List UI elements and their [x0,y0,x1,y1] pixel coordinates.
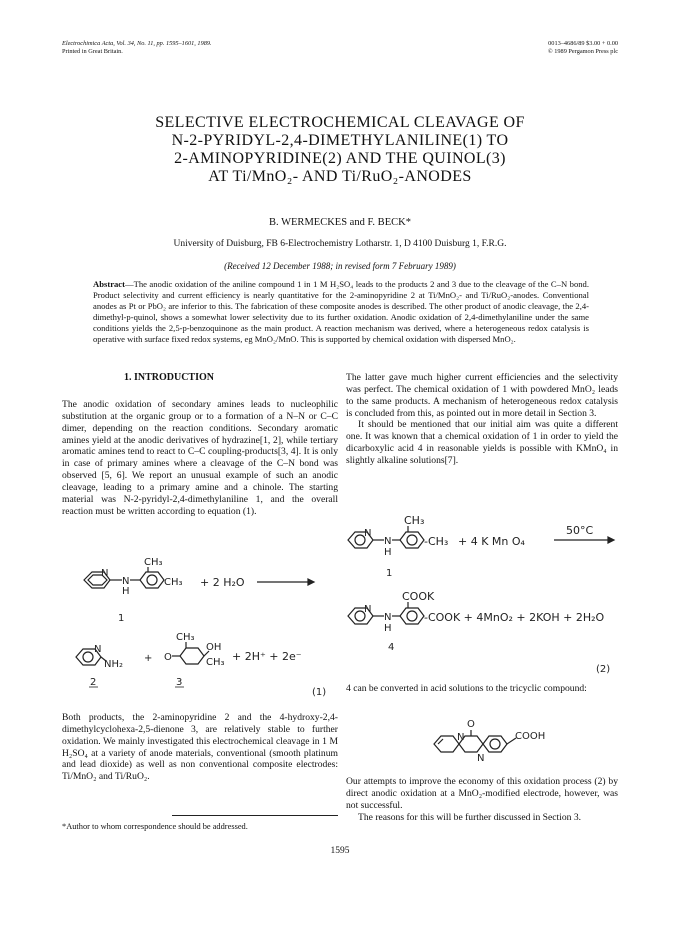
product-2-n-label: N [94,644,102,655]
eq2-product-amine-n: N [384,612,392,623]
eq2-product-number: 4 [388,642,395,653]
footnote: *Author to whom correspondence should be addressed. [62,822,248,831]
reactant-number: 1 [118,613,125,624]
equation-2-scheme [346,510,618,680]
amine-n-label: N [122,576,130,587]
equation-2-number: (2) [596,664,611,675]
right-para-5: The reasons for this will be further discussed in Section 3. [358,811,582,823]
product-3-structure [172,642,209,664]
cooh-label: COOH [515,731,546,742]
protons-electrons: + 2H⁺ + 2e⁻ [232,650,302,663]
quinone-o-label: O [164,652,172,663]
right-para-2: It should be mentioned that our initial aim was quite a different one. It was known that a chemical oxidation of 1 in order to yield the dicarboxylic acid 4 in reasonable yields is possible with KMnO₄ in slightly alkaline solutions[7]. [346,419,618,466]
water-term: + 2 H₂O [200,576,245,589]
equation-1-number: (1) [312,687,327,698]
methyl-right-label: CH₃ [164,577,183,588]
product-3-number: 3 [176,677,183,688]
right-para-1: The latter gave much higher current efficiencies and the selectivity was perfect. The chemical oxidation of 1 with powdered MnO₂ leads to the same products. A mechanism of heterogeneous redox catalysis is concluded from this, as pointed out in more detail in Section 3. [346,372,618,419]
title-line-3: 2-AMINOPYRIDINE(2) AND THE QUINOL(3) [174,150,506,167]
eq2-product-amine-h: H [384,623,392,634]
journal-citation [62,40,212,56]
received-dates: (Received 12 December 1988; in revised form 7 February 1989) [224,261,456,271]
eq2-products-rest: -COOK + 4MnO₂ + 2KOH + 2H₂O [424,611,605,624]
cook-top-label: COOK [402,590,435,603]
page-number: 1595 [330,846,350,856]
intro-text-1: The anodic oxidation of secondary amines leads to nucleophilic substitution at the organic group or to a formation of a N–N or C–C dimer, depending on the reaction conditions. Secondary aromatic amines yield at the anodic derivatives of hydrazine[1, 2], while tertiary aromatic amines tend to react to C–C coupling-products[3, 4]. It is only in case of primary amines where a cleavage of the C–N bond was observed [5, 6]. We report an unusual example of such an anodic cleavage, leading to a primary amine and a chinole. The starting material was N-2-pyridyl-2,4-dimethylaniline 1, and the overall reaction must be written according to equation (1). [62,399,338,517]
authors: B. WERMECKES and F. BECK* [269,217,411,228]
eq2-methyl-top: CH₃ [404,514,425,527]
copyright-line: © 1989 Pergamon Press plc [547,48,618,55]
tricyclic-n2-label: N [477,753,485,764]
product-3-methyl-top: CH₃ [176,632,195,643]
title-line-1: SELECTIVE ELECTROCHEMICAL CLEAVAGE OF [155,114,525,131]
eq2-product-pyridine-n: N [364,604,372,615]
temperature-label: 50°C [566,524,594,537]
eq2-amine-n: N [384,536,392,547]
plus-sign: + [144,653,153,664]
section-heading-introduction: 1. INTRODUCTION [123,372,214,383]
right-col-block-3 [346,776,618,823]
product-2-structure [76,649,106,665]
title-line-2: N-2-PYRIDYL-2,4-DIMETHYLANILINE(1) TO [171,132,509,149]
product-3-methyl-right: CH₃ [206,657,225,668]
reaction-arrow-1 [257,579,314,585]
printed-line: Printed in Great Britain. [62,48,123,55]
intro-paragraph-2 [62,712,338,783]
right-para-4: Our attempts to improve the economy of this oxidation process (2) by direct anodic oxidation at a MnO₂-modified electrode, however, was not successful. [346,776,618,811]
title-line-4: AT Ti/MnO₂- AND Ti/RuO₂-ANODES [208,168,472,185]
tricyclic-n1-label: N [457,732,465,743]
reaction-arrow-2 [554,537,614,543]
publisher-info [548,40,618,56]
right-col-block-1 [346,372,618,467]
eq2-pyridine-n: N [364,528,372,539]
abstract [93,279,589,346]
tricyclic-o-label: O [467,719,475,730]
tricyclic-compound [430,714,560,770]
pyridine-n-label: N [101,568,109,579]
eq2-amine-h: H [384,547,392,558]
amine-h-label: H [122,586,130,597]
eq2-reactant-number: 1 [386,568,393,579]
abstract-label: Abstract [93,279,125,289]
nh2-label: NH₂ [104,659,124,670]
right-para-3: 4 can be converted in acid solutions to the tricyclic compound: [346,683,587,694]
equation-1-scheme [62,553,338,698]
oh-label: OH [206,642,222,653]
eq2-methyl-right: -CH₃ [424,535,449,548]
intro-text-2: Both products, the 2-aminopyridine 2 and the 4-hydroxy-2,4-dimethylcyclohexa-2,5-dienone 3, are relatively stable to further oxidation. We mainly investigated this electrochemical cleavage in 1 M H₂SO₄ at a variety of anode materials, conventional (smooth platinum and lead dioxide) as well as non conventional composite electrodes: Ti/MnO₂ and Ti/RuO₂. [62,712,338,783]
footnote-rule [172,815,338,816]
product-2-number: 2 [90,677,97,688]
journal-line: Electrochimica Acta, Vol. 34, No. 11, pp. 1595–1601, 1989. [62,40,212,47]
intro-paragraph-1 [62,399,338,517]
right-col-block-2 [346,683,618,695]
affiliation: University of Duisburg, FB 6-Electrochemistry Lotharstr. 1, D 4100 Duisburg 1, F.R.G. [173,239,507,249]
issn-code: 0013–4686/89 $3.00 + 0.00 [548,40,618,47]
abstract-text: —The anodic oxidation of the aniline compound 1 in 1 M H₂SO₄ leads to the products 2 and 3 due to the cleavage of the C–N bond. Product selectivity and current efficiency is nearly quantitative for the 2-aminopyridine 2 at Ti/MnO₂- and Ti/RuO₂-anodes. Conventional anodes as Pt or PbO₂ are inferior to this. The fabrication of these composite anodes is described. The other product of anodic cleavage, the 2,4-dimethyl-p-quinol, shows a somewhat lower selectivity due to its further oxidation. Anodic oxidation of 2,4-dimethylaniline under the same conditions yields the 2,5-p-benzoquinone as the main product. A reaction mechanism was derived, where a heterogeneous redox catalysis is operative with surface fixed redox systems, eg MnO₂/MnO. This is supported by chemical oxidation with dispersed MnO₂. [93,279,589,345]
permanganate-term: + 4 K Mn O₄ [458,535,525,548]
methyl-top-label: CH₃ [144,557,163,568]
